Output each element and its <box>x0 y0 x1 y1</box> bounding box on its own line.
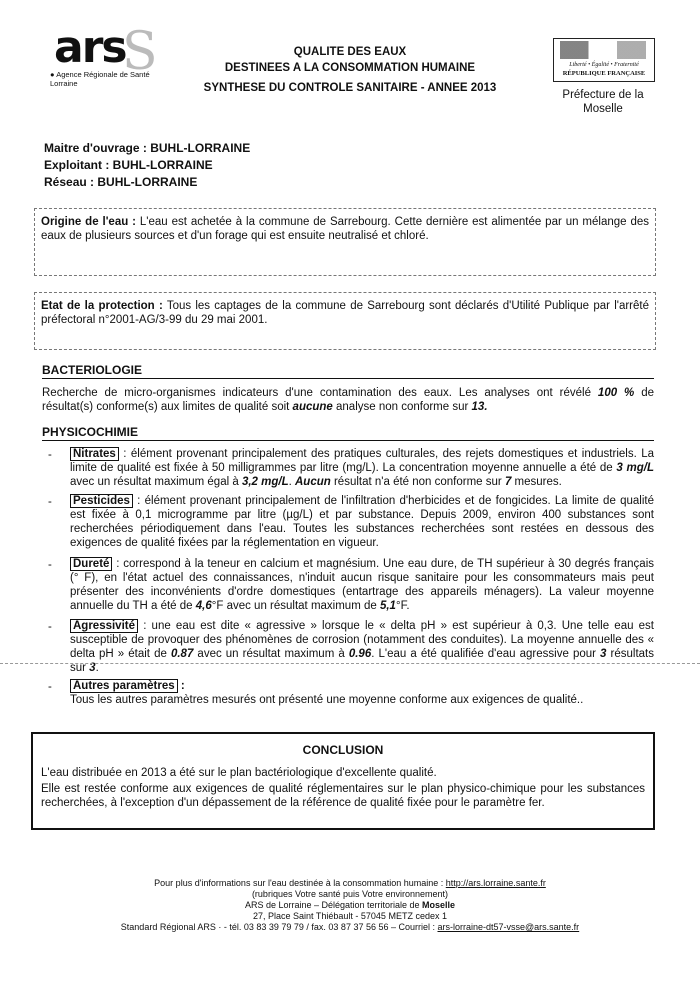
origine-text: L'eau est achetée à la commune de Sarrebourg. Cette dernière est alimentée par un mélange des eaux de plusieurs sources et d'un forage qui est ensuite neutralisé et chloré. <box>41 216 649 242</box>
prefecture-line-1: Préfecture de la <box>562 89 644 101</box>
nitrates-t2: avec un résultat maximum égal à <box>70 476 242 488</box>
bullet-icon: ● <box>50 70 57 79</box>
agress-t3: . L'eau a été qualifiée d'eau agressive pour <box>371 648 601 660</box>
ars-logo <box>50 22 160 88</box>
nitrates-item <box>70 447 654 489</box>
agress-t1: : une eau est dite « agressive » lorsque le « delta pH » est supérieur à 0,3. Une telle eau est susceptible de provoquer des phénomènes de corrosion (notamment des conduites). La moyenne annuelle des « delta pH » était de <box>70 620 654 660</box>
exploitant: Exploitant : BUHL-LORRAINE <box>44 158 213 172</box>
pesticides-text: : élément provenant principalement de l'infiltration d'herbicides et de fongicides. La limite de qualité est fixée à 0,1 microgramme par litre (µg/L) et par substance. Depuis 2009, environ 400 substances sont recherchées périodiquement dans l'eau. Toutes les substances recherchées sont restées en dessous des exigences de qualité fixées par la réglementation en vigueur. <box>70 495 654 549</box>
durete-mean: 4,6 <box>195 600 212 612</box>
nitrates-t1: : élément provenant principalement des pratiques culturales, des rejets domestiques et industriels. La limite de qualité est fixée à 50 milligrammes par litre (mg/L). La concentration moyenne annuelle a été de <box>70 448 654 474</box>
dash-autres: - <box>48 681 52 693</box>
nitrates-aucun: Aucun <box>295 476 331 488</box>
durete-item <box>70 557 654 613</box>
bacterio-t2: de résultat(s) conforme(s) aux limites de qualité soit <box>42 387 655 413</box>
maitre-ouvrage: Maitre d'ouvrage : BUHL-LORRAINE <box>44 141 251 155</box>
section-title-bacteriologie: BACTERIOLOGIE <box>42 363 654 379</box>
prefecture-line-2: Moselle <box>583 103 623 115</box>
footer <box>60 878 640 933</box>
nitrates-count: 7 <box>504 476 512 488</box>
footer-contact: Standard Régional ARS · - tél. 03 83 39 79 79 / fax. 03 87 37 56 56 – Courriel : <box>120 922 438 932</box>
bacterio-t3: analyse non conforme sur <box>332 401 472 413</box>
footer-email-link[interactable]: ars-lorraine-dt57-vsse@ars.sante.fr <box>437 922 580 932</box>
nitrates-mean: 3 mg/L <box>616 462 654 474</box>
conclusion-box <box>31 732 655 830</box>
ars-region-name: Lorraine <box>50 79 78 88</box>
nitrates-t4: résultat n'a été non conforme sur <box>330 476 505 488</box>
nitrates-t5: mesures. <box>511 476 562 488</box>
protection-box <box>34 292 656 350</box>
autres-text: Tous les autres paramètres mesurés ont présenté une moyenne conforme aux exigences de qualité.. <box>70 694 584 706</box>
pesticides-item <box>70 494 654 550</box>
agress-count: 3 <box>600 648 607 660</box>
title-line-3: SYNTHESE DU CONTROLE SANITAIRE - ANNEE 2013 <box>203 82 497 94</box>
bacterio-aucune: aucune <box>292 401 333 413</box>
protection-text: Tous les captages de la commune de Sarrebourg sont déclarés d'Utilité Publique par l'arrêté préfectoral n°2001-AG/3-99 du 29 mai 2001. <box>41 300 649 326</box>
footer-address: 27, Place Saint Thiébault - 57045 METZ cedex 1 <box>253 911 447 921</box>
agressivite-item <box>70 619 654 675</box>
bacteriologie-text <box>42 386 654 414</box>
autres-item <box>70 679 654 707</box>
bacterio-count: 13. <box>471 401 488 413</box>
ars-logo-letters: ars <box>54 22 126 73</box>
ars-logo-swoosh: S <box>122 22 158 82</box>
agress-t5: . <box>95 662 99 674</box>
rf-motto: Liberté • Égalité • Fraternité <box>569 62 639 68</box>
durete-t3: °F. <box>395 600 410 612</box>
rf-name: RÉPUBLIQUE FRANÇAISE <box>562 70 646 77</box>
nitrates-label: Nitrates <box>70 447 119 461</box>
durete-label: Dureté <box>70 557 112 571</box>
title-line-1: QUALITE DES EAUX <box>293 46 407 58</box>
agress-max: 0.96 <box>348 648 372 660</box>
durete-max: 5,1 <box>379 600 396 612</box>
reseau: Réseau : BUHL-LORRAINE <box>44 175 198 189</box>
ars-logo-subtitle <box>50 70 150 88</box>
title-line-2: DESTINEES A LA CONSOMMATION HUMAINE <box>224 62 476 74</box>
durete-t2: °F avec un résultat maximum de <box>211 600 380 612</box>
bacterio-percent: 100 % <box>597 387 635 399</box>
dash-nitrates: - <box>48 449 52 461</box>
republique-francaise-logo <box>553 38 655 82</box>
autres-colon: : <box>177 680 185 692</box>
footer-info-text: Pour plus d'informations sur l'eau destinée à la consommation humaine : <box>154 878 446 888</box>
footer-department: Moselle <box>422 900 456 910</box>
conclusion-p2: Elle est restée conforme aux exigences de qualité réglementaires sur le plan physico-chimique pour les substances recherchées, à l'exception d'un dépassement de la référence de qualité fixée pour le paramètre fer. <box>41 783 645 809</box>
scan-artifact-line <box>0 663 700 664</box>
bacterio-t1: Recherche de micro-organismes indicateurs d'une contamination des eaux. Les analyses ont révélé <box>42 387 598 399</box>
footer-line-2: (rubriques Votre santé puis Votre environnement) <box>251 889 449 899</box>
durete-t1: : correspond à la teneur en calcium et magnésium. Une eau dure, de TH supérieur à 30 degrés français (° F), en l'état actuel des connaissances, n'induit aucun risque sanitaire pour les consommateurs mais peut présenter des inconvénients d'ordre domestiques (entartrage des appareils ménagers). La valeur moyenne annuelle du TH a été de <box>70 558 654 612</box>
dash-agressivite: - <box>48 621 52 633</box>
agress-t2: avec un résultat maximum à <box>193 648 349 660</box>
agress-t4: résultats sur <box>70 648 654 674</box>
agress-mean: 0.87 <box>170 648 194 660</box>
marianne-flag-icon <box>560 41 646 59</box>
footer-delegation: ARS de Lorraine – Délégation territoriale de <box>244 900 423 910</box>
agress-total: 3 <box>89 662 96 674</box>
footer-line-5 <box>60 922 640 933</box>
document-title <box>180 44 520 96</box>
nitrates-t3: . <box>288 476 295 488</box>
footer-website-link[interactable]: http://ars.lorraine.sante.fr <box>445 878 546 888</box>
footer-line-1 <box>60 878 640 889</box>
pesticides-label: Pesticides <box>70 494 133 508</box>
protection-label: Etat de la protection : <box>41 300 163 312</box>
dash-pesticides: - <box>48 496 52 508</box>
origine-box <box>34 208 656 276</box>
conclusion-title: CONCLUSION <box>302 743 384 757</box>
autres-label: Autres paramètres <box>70 679 178 693</box>
network-info <box>44 140 250 191</box>
conclusion-p1: L'eau distribuée en 2013 a été sur le plan bactériologique d'excellente qualité. <box>41 767 437 779</box>
section-title-physicochimie: PHYSICOCHIMIE <box>42 425 654 441</box>
footer-line-3 <box>60 900 640 911</box>
prefecture-label <box>553 88 653 116</box>
nitrates-max: 3,2 mg/L <box>241 476 289 488</box>
dash-durete: - <box>48 559 52 571</box>
conclusion-text <box>41 766 645 810</box>
origine-label: Origine de l'eau : <box>41 216 136 228</box>
ars-agency-name: Agence Régionale de Santé <box>56 70 150 79</box>
agressivite-label: Agressivité <box>70 619 138 633</box>
